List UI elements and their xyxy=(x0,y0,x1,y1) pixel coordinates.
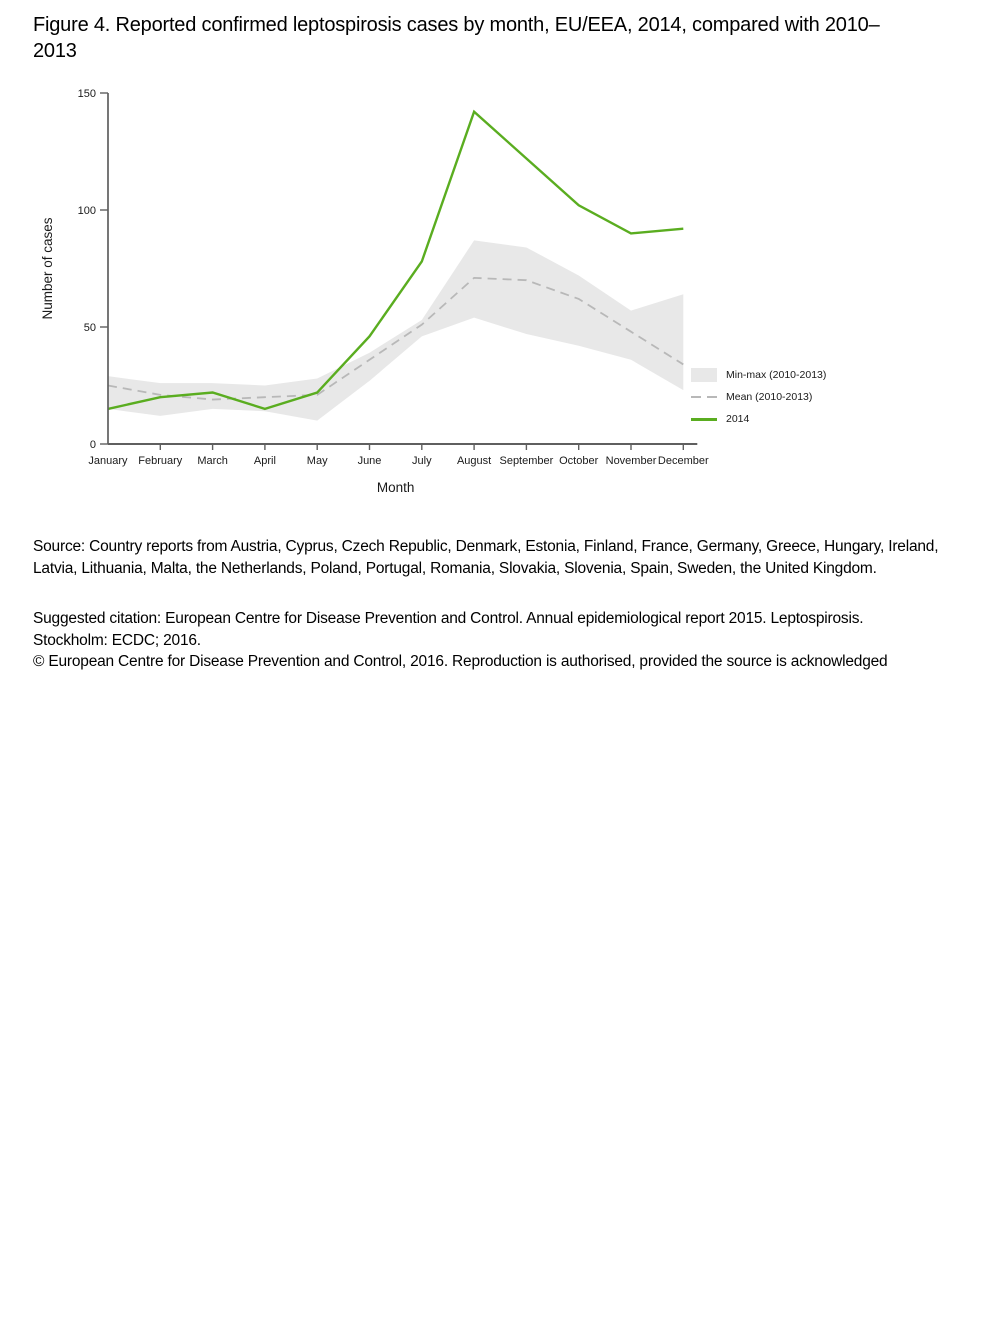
x-tick-label: February xyxy=(138,455,183,467)
x-axis-title: Month xyxy=(376,480,415,495)
x-tick-label: November xyxy=(605,455,657,467)
leptospirosis-monthly-chart xyxy=(0,0,1008,520)
copyright-text: © European Centre for Disease Prevention and Control, 2016. Reproduction is authorised, provided the source is acknowledged xyxy=(33,653,888,670)
x-tick-label: October xyxy=(559,455,599,467)
legend-item-mean xyxy=(691,390,826,404)
source-text: Source: Country reports from Austria, Cyprus, Czech Republic, Denmark, Estonia, Finland, France, Germany, Greece, Hungary, Ireland, Latvia, Lithuania, Malta, the Netherlands, Poland, Portugal, Romania, Slovakia, Slovenia, Spain, Sweden, the United Kingdom. xyxy=(33,538,939,577)
x-tick-label: May xyxy=(306,455,328,467)
x-tick-label: April xyxy=(253,455,276,467)
x-tick-label: July xyxy=(412,455,432,467)
line-2014-swatch xyxy=(691,418,717,421)
legend-item-minmax xyxy=(691,368,826,382)
x-tick-label: September xyxy=(499,455,554,467)
series-line-2014 xyxy=(108,112,683,409)
x-tick-label: June xyxy=(357,455,382,467)
citation-text xyxy=(33,608,943,652)
legend-item-2014 xyxy=(691,412,826,426)
citation-line-2: Stockholm: ECDC; 2016. xyxy=(33,632,201,649)
y-tick-label: 0 xyxy=(89,439,96,451)
x-tick-label: January xyxy=(88,455,128,467)
y-axis-title: Number of cases xyxy=(40,217,55,320)
x-tick-label: August xyxy=(456,455,492,467)
legend-label-minmax: Min-max (2010-2013) xyxy=(726,369,827,381)
citation-line-1: Suggested citation: European Centre for Disease Prevention and Control. Annual epidemiological report 2015. Leptospirosis. xyxy=(33,610,864,627)
x-tick-label: March xyxy=(197,455,228,467)
mean-dashed-line-swatch xyxy=(691,396,717,398)
y-tick-label: 100 xyxy=(77,205,96,217)
chart-legend xyxy=(691,368,826,434)
y-tick-label: 150 xyxy=(77,88,96,100)
y-tick-label: 50 xyxy=(83,322,96,334)
legend-label-mean: Mean (2010-2013) xyxy=(726,391,813,403)
figure-title: Figure 4. Reported confirmed leptospirosis cases by month, EU/EEA, 2014, compared with 2010–2013 xyxy=(33,14,880,62)
minmax-band-swatch xyxy=(691,368,717,382)
x-tick-label: December xyxy=(657,455,709,467)
legend-label-2014: 2014 xyxy=(726,413,750,425)
